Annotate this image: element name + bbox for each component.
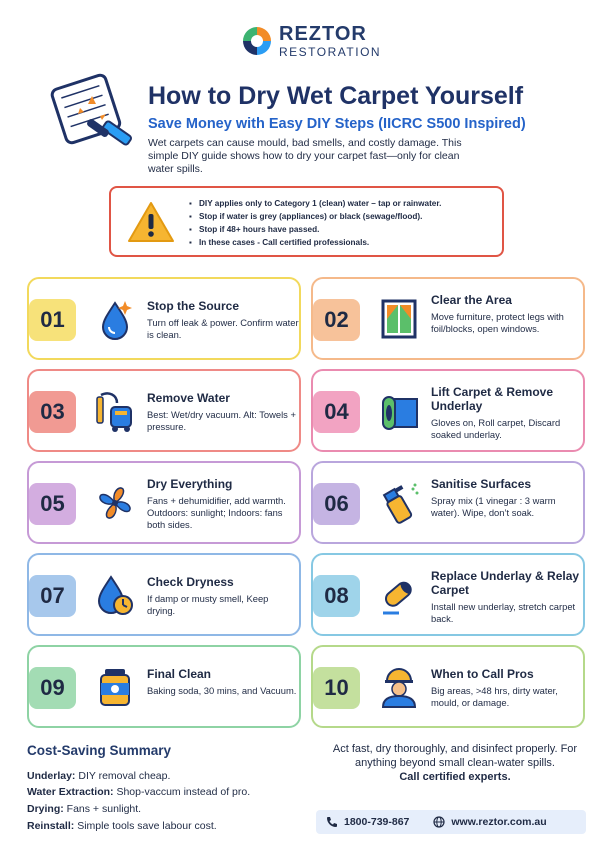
summary-label: Water Extraction:: [27, 786, 114, 798]
step-title: Final Clean: [147, 667, 212, 681]
baking-soda-jar-icon: [95, 665, 135, 709]
step-text: Gloves on, Roll carpet, Discard soaked underlay.: [431, 417, 561, 440]
step-number: 06: [313, 483, 360, 525]
step-card-10: [311, 645, 585, 728]
carpet-install-icon: [379, 573, 419, 617]
step-title: Clear the Area: [431, 293, 512, 307]
closing-text: Act fast, dry thoroughly, and disinfect properly. For anything beyond small clean-water spills.: [332, 743, 578, 769]
step-number: 01: [29, 299, 76, 341]
brand-logo: [241, 24, 381, 58]
brand-swirl-icon: [241, 25, 273, 57]
step-title: Remove Water: [147, 391, 230, 405]
summary-label: Reinstall:: [27, 820, 75, 832]
carpet-roll-icon: [379, 389, 419, 433]
step-title: Stop the Source: [147, 299, 240, 313]
summary-row: [27, 803, 141, 815]
step-number: 02: [313, 299, 360, 341]
step-text: Fans + dehumidifier, add warmth. Outdoors: sunlight; Indoors: fans both sides.: [147, 495, 286, 530]
step-text: Turn off leak & power. Confirm water is clean.: [147, 317, 299, 340]
spray-bottle-icon: [379, 481, 419, 525]
step-number: 03: [29, 391, 76, 433]
step-number: 10: [313, 667, 360, 709]
summary-value: DIY removal cheap.: [78, 770, 171, 782]
step-number: 07: [29, 575, 76, 617]
warning-item: ▪ DIY applies only to Category 1 (clean) water – tap or rainwater.: [189, 197, 441, 210]
step-card-09: [27, 645, 301, 728]
summary-row: [27, 786, 250, 798]
step-number: 09: [29, 667, 76, 709]
summary-value: Fans + sunlight.: [66, 803, 142, 815]
warning-item: ▪ Stop if 48+ hours have passed.: [189, 223, 441, 236]
worker-hardhat-icon: [379, 665, 419, 709]
summary-label: Underlay:: [27, 770, 76, 782]
step-text: Big areas, >48 hrs, dirty water, mould, or damage.: [431, 685, 558, 708]
water-drop-sparkle-icon: [95, 297, 135, 341]
step-card-02: [311, 277, 585, 360]
step-number: 08: [313, 575, 360, 617]
step-title: When to Call Pros: [431, 667, 534, 681]
closing-message: [330, 742, 580, 784]
summary-value: Simple tools save labour cost.: [77, 820, 217, 832]
drop-clock-icon: [95, 573, 135, 617]
brand-subtitle: RESTORATION: [279, 45, 382, 59]
warning-box: [109, 186, 504, 257]
wet-vacuum-icon: [95, 389, 135, 433]
fan-icon: [95, 481, 135, 525]
phone-icon: [326, 816, 338, 828]
step-card-04: [311, 369, 585, 452]
step-title: Dry Everything: [147, 477, 233, 491]
contact-phone[interactable]: 1800-739-867: [344, 816, 410, 828]
page-subtitle: Save Money with Easy DIY Steps (IICRC S500 Inspired): [148, 116, 526, 132]
step-card-06: [311, 461, 585, 544]
step-text: Move furniture, protect legs with foil/blocks, open windows.: [431, 311, 564, 334]
step-title: Replace Underlay & Relay Carpet: [431, 569, 580, 597]
closing-cta: Call certified experts.: [399, 771, 511, 783]
summary-row: [27, 820, 217, 832]
step-text: Install new underlay, stretch carpet back.: [431, 601, 576, 624]
summary-title: Cost-Saving Summary: [27, 743, 172, 758]
summary-label: Drying:: [27, 803, 64, 815]
step-title: Check Dryness: [147, 575, 234, 589]
step-title: Lift Carpet & Remove Underlay: [431, 385, 554, 413]
contact-bar: [316, 810, 586, 834]
warning-triangle-icon: [127, 200, 175, 244]
step-text: If damp or musty smell, Keep drying.: [147, 593, 269, 616]
carpet-cleaning-hero-icon: [42, 70, 138, 160]
contact-website[interactable]: www.reztor.com.au: [451, 816, 547, 828]
summary-row: [27, 770, 170, 782]
step-number: 04: [313, 391, 360, 433]
step-card-05: [27, 461, 301, 544]
brand-name: REZTOR: [279, 23, 367, 45]
page-title: How to Dry Wet Carpet Yourself: [148, 82, 524, 110]
step-card-03: [27, 369, 301, 452]
step-text: Baking soda, 30 mins, and Vacuum.: [147, 685, 297, 696]
warning-item: ▪ Stop if water is grey (appliances) or black (sewage/flood).: [189, 210, 441, 223]
warning-list: [189, 197, 441, 249]
step-card-08: [311, 553, 585, 636]
step-text: Best: Wet/dry vacuum. Alt: Towels + pressure.: [147, 409, 296, 432]
globe-icon: [433, 816, 445, 828]
step-number: 05: [29, 483, 76, 525]
step-title: Sanitise Surfaces: [431, 477, 532, 491]
warning-item: ▪ In these cases - Call certified professionals.: [189, 236, 441, 249]
step-card-01: [27, 277, 301, 360]
summary-value: Shop-vaccum instead of pro.: [116, 786, 251, 798]
intro-text: Wet carpets can cause mould, bad smells, and costly damage. This simple DIY guide shows how to dry your carpet fast—only for clean water spills.: [148, 137, 462, 175]
step-text: Spray mix (1 vinegar : 3 warm water). Wipe, don’t soak.: [431, 495, 556, 518]
window-icon: [379, 297, 419, 341]
step-card-07: [27, 553, 301, 636]
